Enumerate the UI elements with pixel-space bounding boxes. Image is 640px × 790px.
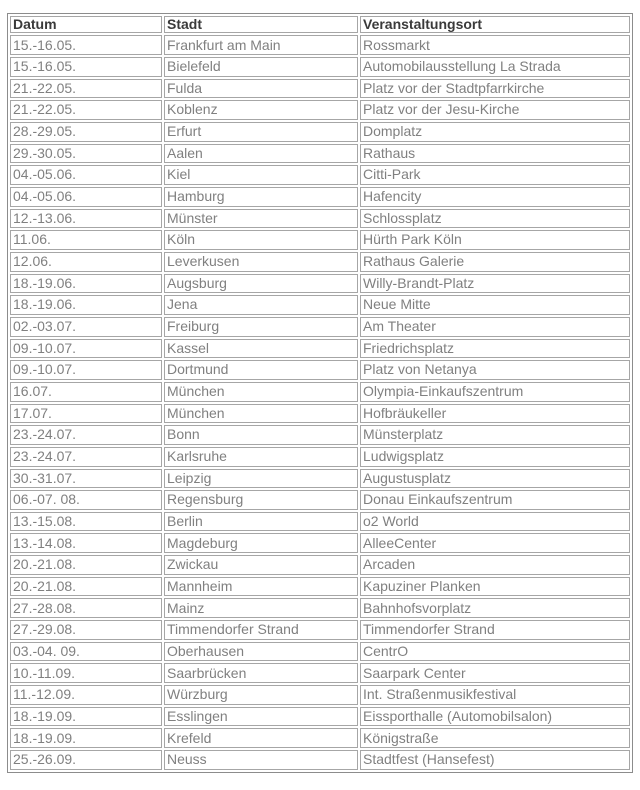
table-row — [10, 642, 630, 662]
table-header-row — [10, 16, 630, 33]
table-cell: 15.-16.05. — [10, 57, 162, 77]
table-cell: 06.-07. 08. — [10, 490, 162, 510]
table-cell: 04.-05.06. — [10, 165, 162, 185]
table-cell: Eissporthalle (Automobilsalon) — [360, 707, 630, 727]
table-cell: Mainz — [164, 598, 358, 618]
table-row — [10, 447, 630, 467]
table-row — [10, 750, 630, 770]
table-row — [10, 577, 630, 597]
table-cell: Bielefeld — [164, 57, 358, 77]
table-cell: Bahnhofsvorplatz — [360, 598, 630, 618]
table-cell: 15.-16.05. — [10, 35, 162, 55]
table-cell: 18.-19.09. — [10, 707, 162, 727]
table-cell: Rossmarkt — [360, 35, 630, 55]
table-cell: Platz vor der Jesu-Kirche — [360, 100, 630, 120]
table-row — [10, 79, 630, 99]
table-cell: München — [164, 382, 358, 402]
table-cell: CentrO — [360, 642, 630, 662]
table-cell: Würzburg — [164, 685, 358, 705]
table-cell: München — [164, 404, 358, 424]
table-cell: Münster — [164, 209, 358, 229]
table-cell: Olympia-Einkaufszentrum — [360, 382, 630, 402]
table-cell: Platz vor der Stadtpfarrkirche — [360, 79, 630, 99]
table-cell: Köln — [164, 230, 358, 250]
events-table — [7, 13, 633, 773]
table-cell: 28.-29.05. — [10, 122, 162, 142]
table-cell: Domplatz — [360, 122, 630, 142]
table-cell: 30.-31.07. — [10, 469, 162, 489]
table-row — [10, 533, 630, 553]
table-cell: Donau Einkaufszentrum — [360, 490, 630, 510]
table-cell: 10.-11.09. — [10, 663, 162, 683]
table-cell: Ludwigsplatz — [360, 447, 630, 467]
table-row — [10, 35, 630, 55]
table-cell: Dortmund — [164, 360, 358, 380]
table-cell: Leverkusen — [164, 252, 358, 272]
table-row — [10, 144, 630, 164]
table-cell: Kiel — [164, 165, 358, 185]
table-row — [10, 339, 630, 359]
table-cell: Int. Straßenmusikfestival — [360, 685, 630, 705]
table-cell: Hafencity — [360, 187, 630, 207]
table-cell: 12.-13.06. — [10, 209, 162, 229]
table-row — [10, 620, 630, 640]
column-header-datum: Datum — [10, 16, 162, 33]
table-cell: Leipzig — [164, 469, 358, 489]
table-cell: Augustusplatz — [360, 469, 630, 489]
table-cell: Timmendorfer Strand — [164, 620, 358, 640]
table-cell: Kapuziner Planken — [360, 577, 630, 597]
table-cell: Mannheim — [164, 577, 358, 597]
table-cell: Karlsruhe — [164, 447, 358, 467]
table-row — [10, 122, 630, 142]
table-cell: 03.-04. 09. — [10, 642, 162, 662]
table-row — [10, 360, 630, 380]
table-cell: Friedrichsplatz — [360, 339, 630, 359]
table-cell: o2 World — [360, 512, 630, 532]
table-cell: Neuss — [164, 750, 358, 770]
table-cell: Krefeld — [164, 728, 358, 748]
table-cell: Frankfurt am Main — [164, 35, 358, 55]
table-row — [10, 382, 630, 402]
table-cell: Königstraße — [360, 728, 630, 748]
table-cell: 25.-26.09. — [10, 750, 162, 770]
table-row — [10, 685, 630, 705]
table-cell: 11.06. — [10, 230, 162, 250]
table-row — [10, 728, 630, 748]
table-cell: 04.-05.06. — [10, 187, 162, 207]
table-cell: AlleeCenter — [360, 533, 630, 553]
table-cell: 12.06. — [10, 252, 162, 272]
table-row — [10, 274, 630, 294]
table-row — [10, 100, 630, 120]
table-row — [10, 209, 630, 229]
table-row — [10, 598, 630, 618]
table-cell: Erfurt — [164, 122, 358, 142]
table-cell: Stadtfest (Hansefest) — [360, 750, 630, 770]
table-cell: Koblenz — [164, 100, 358, 120]
table-cell: 20.-21.08. — [10, 577, 162, 597]
table-cell: Berlin — [164, 512, 358, 532]
table-cell: 21.-22.05. — [10, 100, 162, 120]
table-row — [10, 187, 630, 207]
table-cell: 13.-14.08. — [10, 533, 162, 553]
table-row — [10, 165, 630, 185]
table-cell: 02.-03.07. — [10, 317, 162, 337]
table-cell: Citti-Park — [360, 165, 630, 185]
table-cell: 23.-24.07. — [10, 447, 162, 467]
table-row — [10, 663, 630, 683]
table-cell: Hürth Park Köln — [360, 230, 630, 250]
column-header-stadt: Stadt — [164, 16, 358, 33]
table-cell: Am Theater — [360, 317, 630, 337]
table-cell: Timmendorfer Strand — [360, 620, 630, 640]
table-cell: Neue Mitte — [360, 295, 630, 315]
table-cell: Magdeburg — [164, 533, 358, 553]
table-cell: 29.-30.05. — [10, 144, 162, 164]
table-cell: Zwickau — [164, 555, 358, 575]
table-cell: 18.-19.09. — [10, 728, 162, 748]
table-cell: Fulda — [164, 79, 358, 99]
table-row — [10, 555, 630, 575]
table-cell: Platz von Netanya — [360, 360, 630, 380]
table-row — [10, 57, 630, 77]
table-cell: Bonn — [164, 425, 358, 445]
table-cell: Freiburg — [164, 317, 358, 337]
table-cell: 20.-21.08. — [10, 555, 162, 575]
table-cell: Jena — [164, 295, 358, 315]
table-cell: Augsburg — [164, 274, 358, 294]
table-cell: Regensburg — [164, 490, 358, 510]
table-cell: 11.-12.09. — [10, 685, 162, 705]
table-cell: Münsterplatz — [360, 425, 630, 445]
table-row — [10, 295, 630, 315]
table-cell: Arcaden — [360, 555, 630, 575]
table-cell: 27.-29.08. — [10, 620, 162, 640]
table-row — [10, 230, 630, 250]
table-row — [10, 252, 630, 272]
table-row — [10, 469, 630, 489]
table-row — [10, 512, 630, 532]
table-row — [10, 425, 630, 445]
table-cell: Oberhausen — [164, 642, 358, 662]
table-cell: 16.07. — [10, 382, 162, 402]
table-cell: 23.-24.07. — [10, 425, 162, 445]
table-cell: Esslingen — [164, 707, 358, 727]
table-cell: Rathaus Galerie — [360, 252, 630, 272]
table-row — [10, 404, 630, 424]
table-cell: 21.-22.05. — [10, 79, 162, 99]
table-cell: 09.-10.07. — [10, 339, 162, 359]
table-cell: Saarbrücken — [164, 663, 358, 683]
table-cell: Automobilausstellung La Strada — [360, 57, 630, 77]
table-row — [10, 707, 630, 727]
table-cell: Rathaus — [360, 144, 630, 164]
table-cell: Hofbräukeller — [360, 404, 630, 424]
table-cell: Aalen — [164, 144, 358, 164]
table-cell: Hamburg — [164, 187, 358, 207]
table-cell: 18.-19.06. — [10, 274, 162, 294]
table-cell: 17.07. — [10, 404, 162, 424]
table-cell: Saarpark Center — [360, 663, 630, 683]
column-header-veranstaltungsort: Veranstaltungsort — [360, 16, 630, 33]
table-cell: 18.-19.06. — [10, 295, 162, 315]
table-cell: Schlossplatz — [360, 209, 630, 229]
table-cell: 27.-28.08. — [10, 598, 162, 618]
table-cell: Kassel — [164, 339, 358, 359]
table-cell: 13.-15.08. — [10, 512, 162, 532]
table-row — [10, 317, 630, 337]
table-row — [10, 490, 630, 510]
table-cell: 09.-10.07. — [10, 360, 162, 380]
table-cell: Willy-Brandt-Platz — [360, 274, 630, 294]
